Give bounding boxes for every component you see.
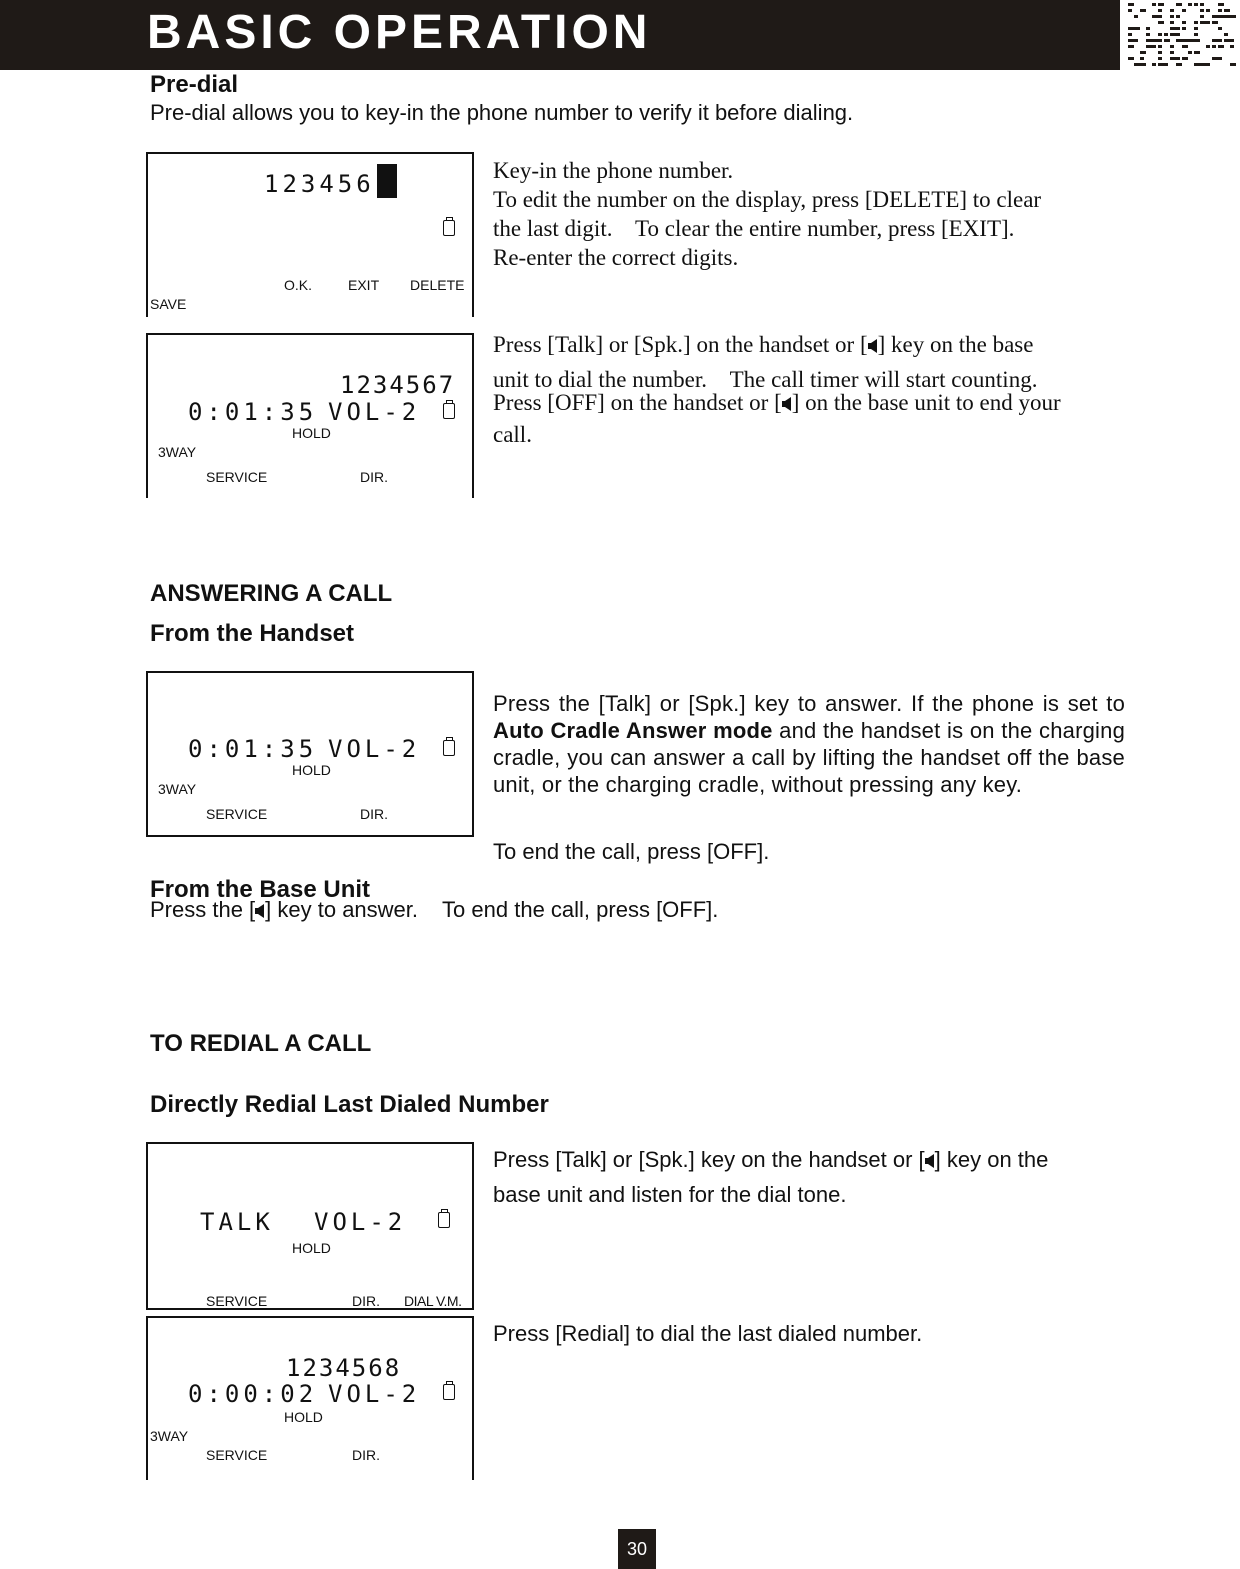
page-title: BASIC OPERATION — [147, 6, 652, 59]
lcd-talk: TALK — [200, 1208, 274, 1236]
battery-icon — [438, 1212, 450, 1228]
decorative-pattern — [1128, 2, 1236, 70]
predial-instructions-1: Key-in the phone number. To edit the number on the display, press [DELETE] to clear the last digit. To clear the entire number, press [EXIT]. Re-enter the correct digits. — [493, 158, 1042, 270]
lcd-screen-redial — [146, 1316, 474, 1480]
answering-end-call: To end the call, press [OFF]. — [493, 839, 770, 864]
battery-icon — [443, 403, 455, 419]
softkey-service: SERVICE — [206, 1447, 268, 1463]
battery-icon — [443, 220, 455, 236]
speaker-icon — [868, 339, 878, 353]
softkey-dial-vm: DIAL V.M. — [404, 1293, 462, 1309]
lcd-screen-answer — [146, 671, 474, 837]
answering-instructions: Press the [Talk] or [Spk.] key to answer. If the phone is set to Auto Cradle Answer mode and the handset is on the charging cradle, you can answer a call by lifting the handset off the base unit, or the charging cradle, without pressing any key. — [493, 691, 1126, 797]
lcd-timer: 0:01:35 — [188, 398, 318, 426]
lcd-volume: VOL-2 — [328, 1380, 421, 1408]
speaker-icon — [255, 904, 265, 918]
lcd-number: 1234567 — [340, 371, 456, 399]
cursor-block — [377, 164, 397, 198]
softkey-hold: HOLD — [292, 762, 331, 778]
lcd-screen-talk — [146, 1142, 474, 1310]
lcd-volume: VOL-2 — [328, 398, 421, 426]
answering-base-text: Press the [ ] key to answer. To end the call, press [OFF]. — [150, 897, 719, 922]
battery-icon — [443, 740, 455, 756]
softkey-hold: HOLD — [292, 425, 331, 441]
lcd-timer: 0:00:02 — [188, 1380, 318, 1408]
lcd-number: 1234568 — [286, 1354, 402, 1382]
softkey-dir: DIR. — [352, 1447, 380, 1463]
redial-instructions-1: Press [Talk] or [Spk.] key on the handset or [ ] key on the base unit and listen for the dial tone. — [493, 1147, 1049, 1207]
lcd-screen-predial — [146, 152, 474, 317]
softkey-service: SERVICE — [206, 469, 268, 485]
lcd-screen-dialing — [146, 333, 474, 498]
page-number: 30 — [618, 1529, 656, 1569]
softkey-ok: O.K. — [284, 277, 313, 293]
softkey-dir: DIR. — [360, 469, 388, 485]
predial-instructions-2: Press [Talk] or [Spk.] on the handset or [ ] key on the base unit to dial the number. The call timer will start counting. Press [OFF] on the handset or [ ] on the base unit to end your call. — [493, 332, 1061, 447]
softkey-hold: HOLD — [284, 1409, 323, 1425]
softkey-3way: 3WAY — [150, 1428, 189, 1444]
softkey-service: SERVICE — [206, 1293, 268, 1309]
lcd-volume: VOL-2 — [328, 735, 421, 763]
speaker-icon — [782, 397, 792, 411]
speaker-icon — [925, 1154, 935, 1168]
predial-heading: Pre-dial — [150, 71, 239, 98]
predial-intro: Pre-dial allows you to key-in the phone number to verify it before dialing. — [150, 100, 854, 125]
answering-handset-subheading: From the Handset — [150, 620, 355, 647]
answering-heading: ANSWERING A CALL — [150, 580, 393, 607]
softkey-delete: DELETE — [410, 277, 465, 293]
softkey-service: SERVICE — [206, 806, 268, 822]
header-bar — [0, 0, 1120, 70]
softkey-dir: DIR. — [352, 1293, 380, 1309]
redial-instructions-2: Press [Redial] to dial the last dialed number. — [493, 1321, 923, 1346]
softkey-3way: 3WAY — [158, 781, 197, 797]
softkey-hold: HOLD — [292, 1240, 331, 1256]
lcd-volume: VOL-2 — [314, 1208, 407, 1236]
redial-subheading: Directly Redial Last Dialed Number — [150, 1091, 549, 1118]
lcd-timer: 0:01:35 — [188, 735, 318, 763]
battery-icon — [443, 1384, 455, 1400]
answering-base-subheading: From the Base Unit — [150, 876, 371, 903]
redial-heading: TO REDIAL A CALL — [150, 1030, 372, 1057]
softkey-dir: DIR. — [360, 806, 388, 822]
softkey-exit: EXIT — [348, 277, 380, 293]
lcd-number: 123456 — [264, 164, 397, 198]
softkey-save: SAVE — [150, 296, 187, 312]
softkey-3way: 3WAY — [158, 444, 197, 460]
